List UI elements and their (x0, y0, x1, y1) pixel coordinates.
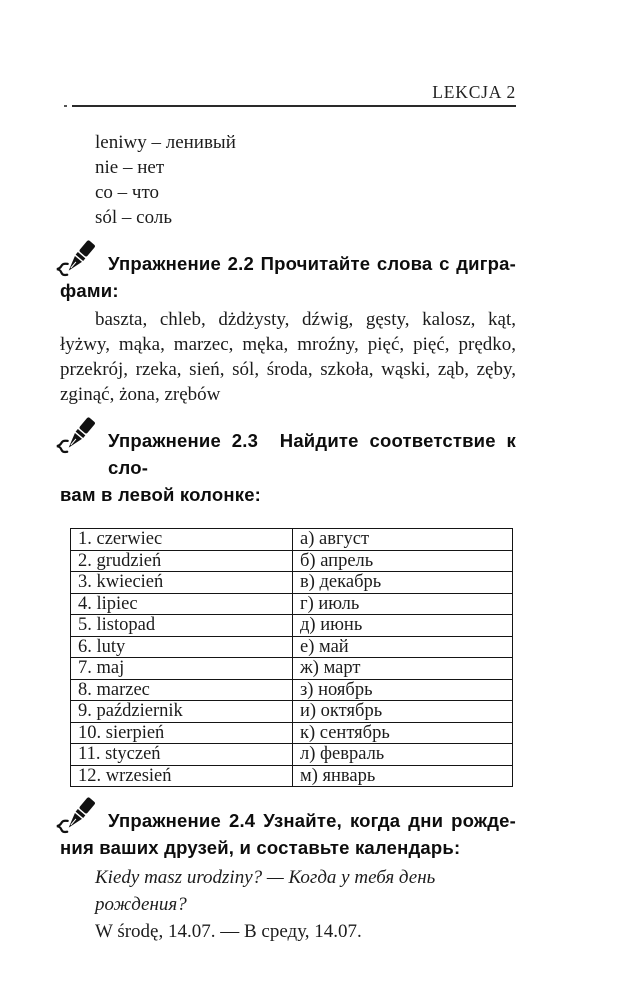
cell-russian-month: м) январь (293, 765, 513, 787)
example-block (95, 864, 516, 945)
table-row (71, 658, 513, 680)
cell-polish-month: 9. październik (71, 701, 293, 723)
example-line-regular: W środę, 14.07. — В среду, 14.07. (95, 921, 362, 943)
vocab-item: leniwy – ленивый (95, 132, 236, 154)
table-row (71, 679, 513, 701)
exercise-2-4 (60, 807, 516, 945)
exercise-heading-line: вам в левой колонке: (60, 484, 262, 506)
cell-russian-month: а) август (293, 529, 513, 551)
table-row (71, 572, 513, 594)
cell-russian-month: г) июль (293, 593, 513, 615)
cell-polish-month: 12. wrzesień (71, 765, 293, 787)
cell-russian-month: з) ноябрь (293, 679, 513, 701)
cell-polish-month: 1. czerwiec (71, 529, 293, 551)
cell-polish-month: 4. lipiec (71, 593, 293, 615)
cell-polish-month: 8. marzec (71, 679, 293, 701)
example-line-italic: Kiedy masz urodziny? — Когда у тебя день рождения? (95, 867, 436, 916)
vocab-item: co – что (95, 182, 160, 204)
cell-russian-month: б) апрель (293, 550, 513, 572)
table-row (71, 529, 513, 551)
cell-polish-month: 10. sierpień (71, 722, 293, 744)
cell-polish-month: 7. maj (71, 658, 293, 680)
page-content (60, 0, 516, 945)
month-match-table (70, 528, 513, 787)
vocab-item: nie – нет (95, 157, 165, 179)
page-header (60, 82, 516, 102)
cell-polish-month: 3. kwiecień (71, 572, 293, 594)
cell-russian-month: в) декабрь (293, 572, 513, 594)
vocab-list (95, 130, 516, 230)
exercise-heading (60, 250, 516, 304)
cell-russian-month: л) февраль (293, 744, 513, 766)
lesson-title: LEKCJA 2 (432, 82, 516, 102)
exercise-heading-line: Упражнение 2.2 Прочитайте слова с дигра- (108, 253, 516, 275)
cell-russian-month: к) сентябрь (293, 722, 513, 744)
cell-polish-month: 2. grudzień (71, 550, 293, 572)
exercise-2-3 (60, 427, 516, 787)
exercise-heading (60, 427, 516, 508)
exercise-heading (60, 807, 516, 861)
exercise-heading-line: Упражнение 2.4 Узнайте, когда дни рожде- (108, 810, 516, 832)
digraph-word-list: baszta, chleb, dżdżysty, dźwig, gęsty, kalosz, kąt, łyżwy, mąka, marzec, męka, mroźny, pięć, pięć, prędko, przekrój, rzeka, sień, sól, środa, szkoła, wąski, ząb, zęby, zginąć, żona, zrębów (60, 309, 516, 406)
cell-russian-month: ж) март (293, 658, 513, 680)
cell-russian-month: е) май (293, 636, 513, 658)
vocab-item: sól – соль (95, 207, 173, 229)
fountain-pen-icon (53, 794, 100, 841)
table-row (71, 701, 513, 723)
fountain-pen-icon (53, 414, 100, 461)
cell-russian-month: и) октябрь (293, 701, 513, 723)
table-row (71, 722, 513, 744)
cell-polish-month: 5. listopad (71, 615, 293, 637)
cell-russian-month: д) июнь (293, 615, 513, 637)
table-row (71, 636, 513, 658)
fountain-pen-icon (53, 237, 100, 284)
exercise-2-2 (60, 250, 516, 407)
table-row (71, 744, 513, 766)
cell-polish-month: 11. styczeń (71, 744, 293, 766)
exercise-heading-line: фами: (60, 280, 119, 302)
table-row (71, 593, 513, 615)
exercise-heading-line: Упражнение 2.3 Найдите соответствие к сло- (108, 430, 516, 479)
cell-polish-month: 6. luty (71, 636, 293, 658)
header-rule (72, 105, 516, 107)
table-row (71, 550, 513, 572)
table-row (71, 615, 513, 637)
table-row (71, 765, 513, 787)
exercise-heading-line: ния ваших друзей, и составьте календарь: (60, 837, 461, 859)
